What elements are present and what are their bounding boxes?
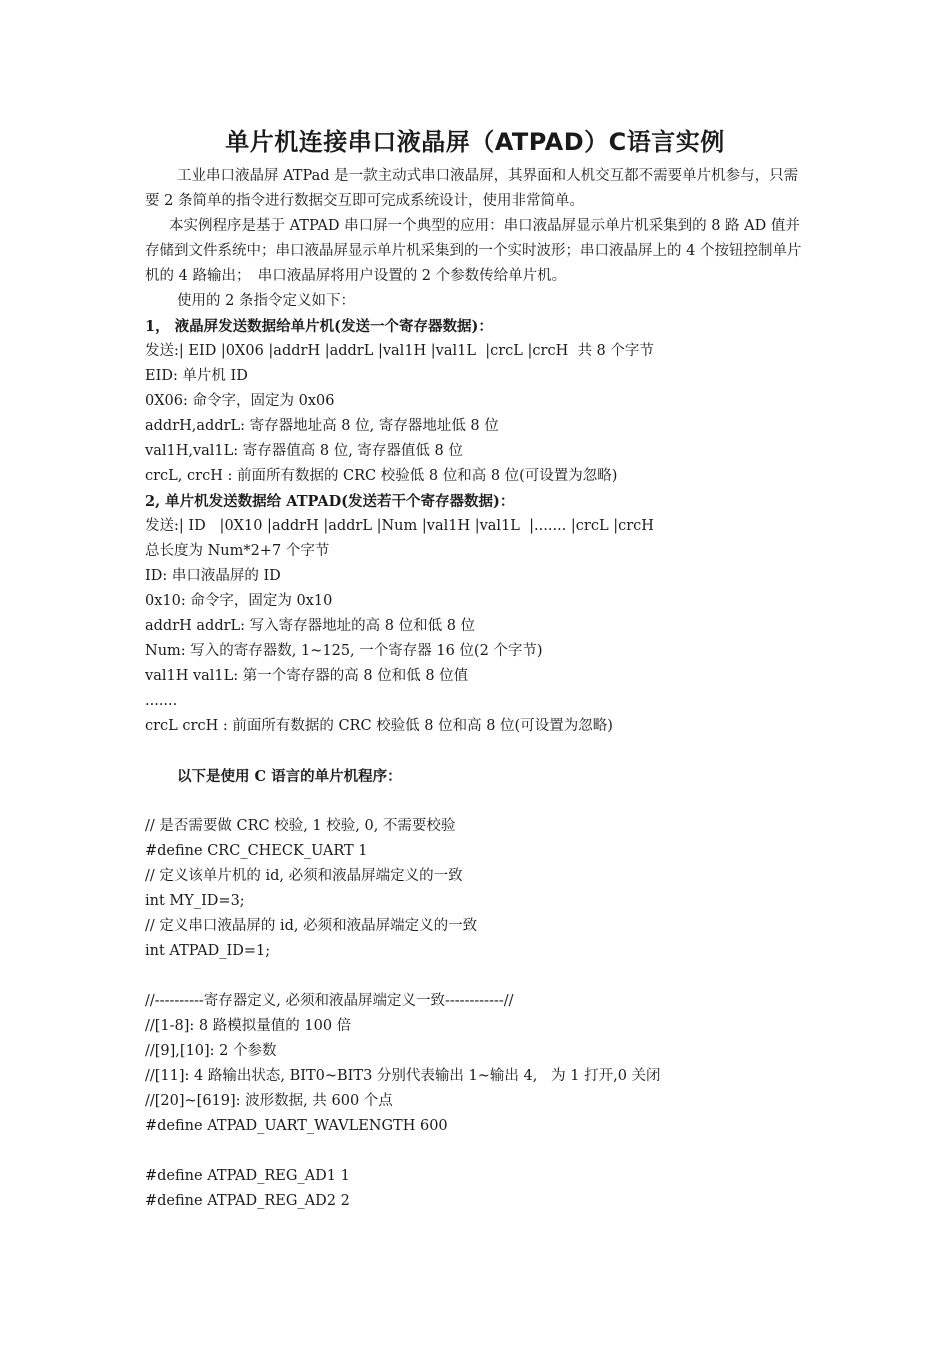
code-line: //[9],[10]: 2 个参数 <box>145 1043 277 1059</box>
code-line: // 定义串口液晶屏的 id, 必须和液晶屏端定义的一致 <box>145 918 478 934</box>
cmd1-line: crcL, crcH : 前面所有数据的 CRC 校验低 8 位和高 8 位(可设置为忽略) <box>145 468 618 484</box>
cmd2-line: ID: 串口液晶屏的 ID <box>145 568 281 584</box>
spacer <box>145 1139 810 1164</box>
cmd2-line: val1H val1L: 第一个寄存器的高 8 位和低 8 位值 <box>145 668 469 684</box>
intro-paragraph-2: 本实例程序是基于 ATPAD 串口屏一个典型的应用：串口液晶屏显示单片机采集到的 8 路 AD 值并存储到文件系统中；串口液晶屏显示单片机采集到的一个实时波形；串口液晶屏上的 4 个按钮控制单片机的 4 路输出； 串口液晶屏将用户设置的 2 个参数传给单片机。 <box>145 218 802 284</box>
code-line: // 是否需要做 CRC 校验, 1 校验, 0, 不需要校验 <box>145 818 456 834</box>
cmd1-heading: 1， 液晶屏发送数据给单片机(发送一个寄存器数据)： <box>145 318 493 335</box>
cmd1-line: addrH,addrL: 寄存器地址高 8 位, 寄存器地址低 8 位 <box>145 418 499 434</box>
cmd2-line: Num: 写入的寄存器数, 1~125, 一个寄存器 16 位(2 个字节) <box>145 643 543 659</box>
cmd2-line: addrH addrL: 写入寄存器地址的高 8 位和低 8 位 <box>145 618 476 634</box>
cmd1-line: 发送:| EID |0X06 |addrH |addrL |val1H |val1L |crcL |crcH 共 8 个字节 <box>145 343 654 359</box>
code-line: //----------寄存器定义, 必须和液晶屏端定义一致------------// <box>145 993 514 1009</box>
code-line: //[1-8]: 8 路模拟量值的 100 倍 <box>145 1018 352 1034</box>
cmd1-line: EID: 单片机 ID <box>145 368 248 384</box>
code-line: //[20]~[619]: 波形数据, 共 600 个点 <box>145 1093 393 1109</box>
intro-paragraph-1: 工业串口液晶屏 ATPad 是一款主动式串口液晶屏，其界面和人机交互都不需要单片机参与，只需要 2 条简单的指令进行数据交互即可完成系统设计，使用非常简单。 <box>145 168 799 209</box>
cmd2-line: 总长度为 Num*2+7 个字节 <box>145 543 330 559</box>
page-title: 单片机连接串口液晶屏（ATPAD）C语言实例 <box>225 128 725 156</box>
code-line: int MY_ID=3; <box>145 893 245 909</box>
spacer <box>145 789 810 814</box>
code-line: int ATPAD_ID=1; <box>145 943 271 959</box>
cmd2-line: 0x10: 命令字，固定为 0x10 <box>145 593 333 609</box>
code-line: #define ATPAD_REG_AD1 1 <box>145 1168 350 1184</box>
code-line: //[11]: 4 路输出状态, BIT0~BIT3 分别代表输出 1~输出 4, 为 1 打开,0 关闭 <box>145 1068 661 1084</box>
code-line: #define CRC_CHECK_UART 1 <box>145 843 368 859</box>
program-heading: 以下是使用 C 语言的单片机程序： <box>177 768 402 785</box>
document-body <box>145 164 810 1214</box>
intro-paragraph-3: 使用的 2 条指令定义如下： <box>177 293 355 309</box>
cmd2-heading: 2, 单片机发送数据给 ATPAD(发送若干个寄存器数据)： <box>145 493 515 510</box>
spacer <box>145 739 810 764</box>
code-line: #define ATPAD_UART_WAVLENGTH 600 <box>145 1118 448 1134</box>
cmd1-line: val1H,val1L: 寄存器值高 8 位, 寄存器值低 8 位 <box>145 443 463 459</box>
cmd1-line: 0X06: 命令字，固定为 0x06 <box>145 393 335 409</box>
code-line: // 定义该单片机的 id, 必须和液晶屏端定义的一致 <box>145 868 463 884</box>
cmd2-line: ....... <box>145 693 178 709</box>
spacer <box>145 964 810 989</box>
code-line: #define ATPAD_REG_AD2 2 <box>145 1193 350 1209</box>
cmd2-line: crcL crcH : 前面所有数据的 CRC 校验低 8 位和高 8 位(可设置为忽略) <box>145 718 613 734</box>
cmd2-line: 发送:| ID |0X10 |addrH |addrL |Num |val1H |val1L |....... |crcL |crcH <box>145 518 654 534</box>
